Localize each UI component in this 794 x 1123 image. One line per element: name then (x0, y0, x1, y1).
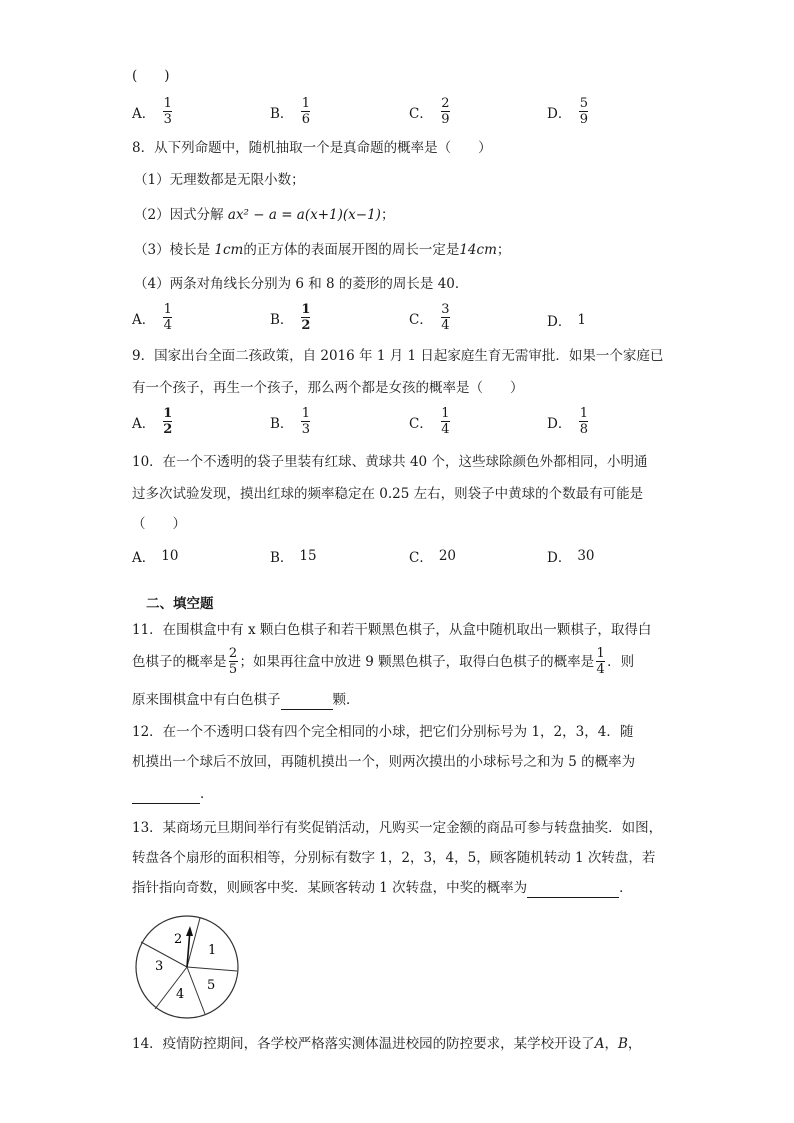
sector-label-3: 3 (155, 959, 164, 974)
q11-line-1: 11．在围棋盒中有 x 颗白色棋子和若干颗黑色棋子，从盒中随机取出一颗棋子，取得白 (132, 622, 652, 638)
q8-option-c[interactable]: C． $\frac{3}{4}$ (409, 302, 450, 333)
fraction: $\frac{1}{4}$ (441, 406, 450, 437)
q12-line-3: ． (132, 784, 214, 804)
spinner-figure (132, 914, 242, 1024)
q13-line-2: 转盘各个扇形的面积相等，分别标有数字 1，2，3，4，5，顾客随机转动 1 次转盘，若 (132, 850, 656, 866)
fraction: $\frac{1}{6}$ (301, 96, 311, 127)
fraction: $\frac{2}{9}$ (441, 96, 450, 127)
q13-line-1: 13．某商场元旦期间举行有奖促销活动，凡购买一定金额的商品可参与转盘抽奖．如图， (132, 820, 663, 836)
q10-option-c[interactable]: C． 20 (409, 548, 457, 566)
fraction: $\frac{1}{4}$ (163, 302, 172, 333)
q10-line-1: 10．在一个不透明的袋子里装有红球、黄球共 40 个，这些球除颜色外都相同，小明通 (132, 454, 648, 470)
q10-option-d[interactable]: D． 30 (547, 548, 595, 566)
q8-item2-math: ax² − a = a(x+1)(x−1) (227, 207, 381, 223)
q8-item-1: （1）无理数都是无限小数； (134, 172, 305, 188)
fraction: $\frac{1}{3}$ (301, 406, 311, 437)
q8-option-d[interactable]: D． 1 (547, 312, 586, 330)
q7-option-b[interactable]: B． $\frac{1}{6}$ (270, 96, 311, 127)
q7-option-c[interactable]: C． $\frac{2}{9}$ (409, 96, 450, 127)
sector-label-2: 2 (174, 932, 183, 947)
q9-option-b[interactable]: B． $\frac{1}{3}$ (270, 406, 311, 437)
q9-option-d[interactable]: D． $\frac{1}{8}$ (547, 406, 588, 437)
q12-line-2: 机摸出一个球后不放回，再随机摸出一个，则两次摸出的小球标号之和为 5 的概率为 (132, 754, 636, 770)
answer-blank[interactable] (132, 789, 200, 804)
section-heading-fill-blank: 二、填空题 (146, 596, 214, 612)
q8-item-4: （4）两条对角线长分别为 6 和 8 的菱形的周长是 40． (134, 276, 469, 292)
sector-label-5: 5 (207, 978, 216, 993)
answer-blank[interactable] (527, 883, 619, 898)
q10-option-b[interactable]: B． 15 (270, 548, 317, 566)
q14-line-1: 14．疫情防控期间，各学校严格落实测体温进校园的防控要求，某学校开设了A，B， (132, 1036, 642, 1052)
fraction: $\frac{1}{2}$ (163, 406, 173, 437)
spinner-divider (187, 967, 237, 971)
q12-line-1: 12．在一个不透明口袋有四个完全相同的小球，把它们分别标号为 1，2，3，4．随 (132, 724, 634, 740)
q9-line-2: 有一个孩子，再生一个孩子，那么两个都是女孩的概率是（ ） (132, 380, 524, 396)
q9-option-c[interactable]: C． $\frac{1}{4}$ (409, 406, 450, 437)
q8-stem: 8．从下列命题中，随机抽取一个是真命题的概率是（ ） (132, 140, 492, 156)
q9-line-1: 9．国家出台全面二孩政策，自 2016 年 1 月 1 日起家庭生育无需审批．如果一个家庭已 (132, 348, 664, 364)
fraction: $\frac{1}{3}$ (163, 96, 172, 127)
pointer-arrowhead-icon (186, 926, 193, 936)
q11-line-3: 原来围棋盒中有白色棋子 颗． (132, 692, 360, 708)
q8-item-3: （3）棱长是 1cm的正方体的表面展开图的周长一定是14cm； (134, 242, 511, 258)
answer-blank[interactable] (281, 695, 333, 710)
q11-line-2: 色棋子的概率是 $\frac{2}{5}$ ；如果再往盒中放进 9 颗黑色棋子，取得白色棋子的概率是 $\frac{1}{4}$ ．则 (132, 646, 635, 677)
q10-line-2: 过多次试验发现，摸出红球的频率稳定在 0.25 左右，则袋子中黄球的个数最有可能是 (132, 486, 644, 502)
q7-option-d[interactable]: D． $\frac{5}{9}$ (547, 96, 588, 127)
fraction: $\frac{1}{2}$ (301, 302, 311, 333)
spinner-divider (187, 967, 205, 1014)
sector-label-1: 1 (208, 943, 217, 958)
fraction: $\frac{3}{4}$ (441, 302, 450, 333)
q10-option-a[interactable]: A． 10 (132, 548, 179, 566)
q8-option-b[interactable]: B． $\frac{1}{2}$ (270, 302, 311, 333)
q9-option-a[interactable]: A． $\frac{1}{2}$ (132, 406, 173, 437)
q8-option-a[interactable]: A． $\frac{1}{4}$ (132, 302, 172, 333)
fraction: $\frac{5}{9}$ (579, 96, 588, 127)
q8-item-2: （2）因式分解 ax² − a = a(x+1)(x−1)； (134, 207, 395, 223)
q7-option-a[interactable]: A． $\frac{1}{3}$ (132, 96, 172, 127)
q10-paren: （ ） (132, 516, 186, 532)
q13-line-3: 指针指向奇数，则顾客中奖．某顾客转动 1 次转盘，中奖的概率为 ． (132, 880, 633, 896)
fraction: $\frac{1}{8}$ (579, 406, 588, 437)
fraction: $\frac{2}{5}$ (228, 646, 238, 677)
sector-label-4: 4 (176, 987, 185, 1002)
q7-paren: ( ) (132, 68, 170, 84)
fraction: $\frac{1}{4}$ (596, 646, 605, 677)
